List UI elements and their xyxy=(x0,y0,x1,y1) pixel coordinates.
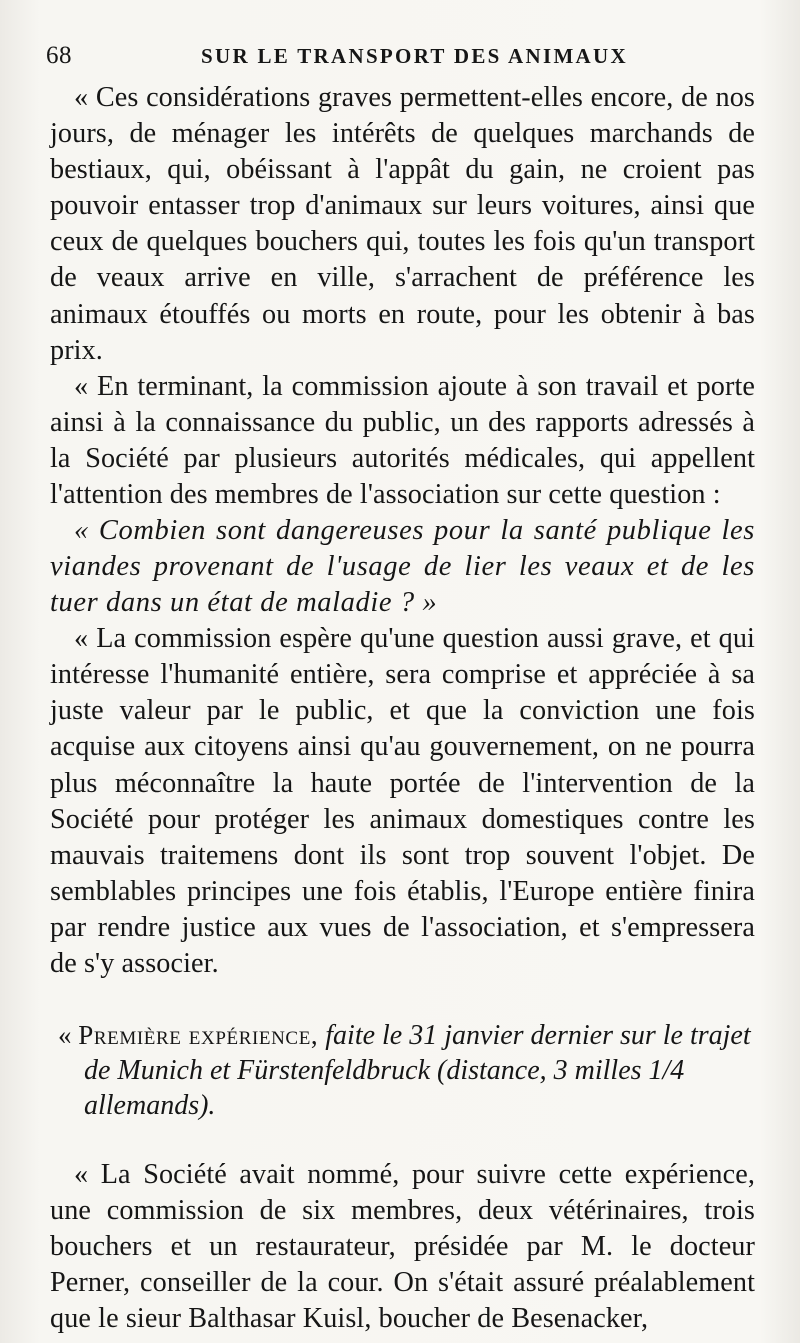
paragraph-3: « La commission espère qu'une question aussi grave, et qui intéresse l'humanité entière, sera comprise et appréciée à sa juste valeur par le public, et que la conviction une fois acquise aux citoyens ainsi qu'au gouvernement, on ne pourra plus méconnaître la haute portée de l'intervention de la Société pour protéger les animaux domestiques contre les mauvais traitemens dont ils sont trop souvent l'objet. De semblables principes une fois établis, l'Europe entière finira par rendre justice aux vues de l'association, et s'empressera de s'y associer. xyxy=(50,623,755,979)
section-heading-label: Première expérience, xyxy=(78,1020,319,1051)
paragraph-4: « La Société avait nommé, pour suivre cette expérience, une commission de six membres, deux vétérinaires, trois bouchers et un restaurateur, présidée par M. le docteur Perner, conseiller de la cour. On s'était assuré préalablement que le sieur Balthasar Kuisl, boucher de Besenacker, xyxy=(50,1159,755,1335)
running-title: SUR LE TRANSPORT DES ANIMAUX xyxy=(201,44,628,68)
section-heading xyxy=(50,1018,755,1123)
quoted-question: « Combien sont dangereuses pour la santé publique les viandes provenant de l'usage de lier les veaux et de les tuer dans un état de maladie ? » xyxy=(50,515,755,619)
section-heading-detail: faite le 31 janvier dernier sur le trajet de Munich et Fürstenfeldbruck (distance, 3 milles 1/4 allemands). xyxy=(84,1020,751,1122)
section-spacer-2 xyxy=(50,1123,755,1157)
page-number: 68 xyxy=(46,42,72,69)
running-head xyxy=(46,34,746,74)
section-heading-open: « xyxy=(58,1020,79,1051)
paragraph-2: « En terminant, la commission ajoute à son travail et porte ainsi à la connaissance du public, un des rapports adressés à la Société par plusieurs autorités médicales, qui appellent l'attention des membres de l'association sur cette question : xyxy=(50,370,755,511)
paragraph-1: « Ces considérations graves permettent-elles encore, de nos jours, de ménager les intérêts de quelques marchands de bestiaux, qui, obéissant à l'appât du gain, ne croient pas pouvoir entasser trop d'animaux sur leurs voitures, ainsi que ceux de quelques bouchers qui, toutes les fois qu'un transport de veaux arrive en ville, s'arrachent de préférence les animaux étouffés ou morts en route, pour les obtenir à bas prix. xyxy=(50,82,755,366)
section-spacer xyxy=(50,982,755,1018)
text-block xyxy=(50,80,755,1338)
